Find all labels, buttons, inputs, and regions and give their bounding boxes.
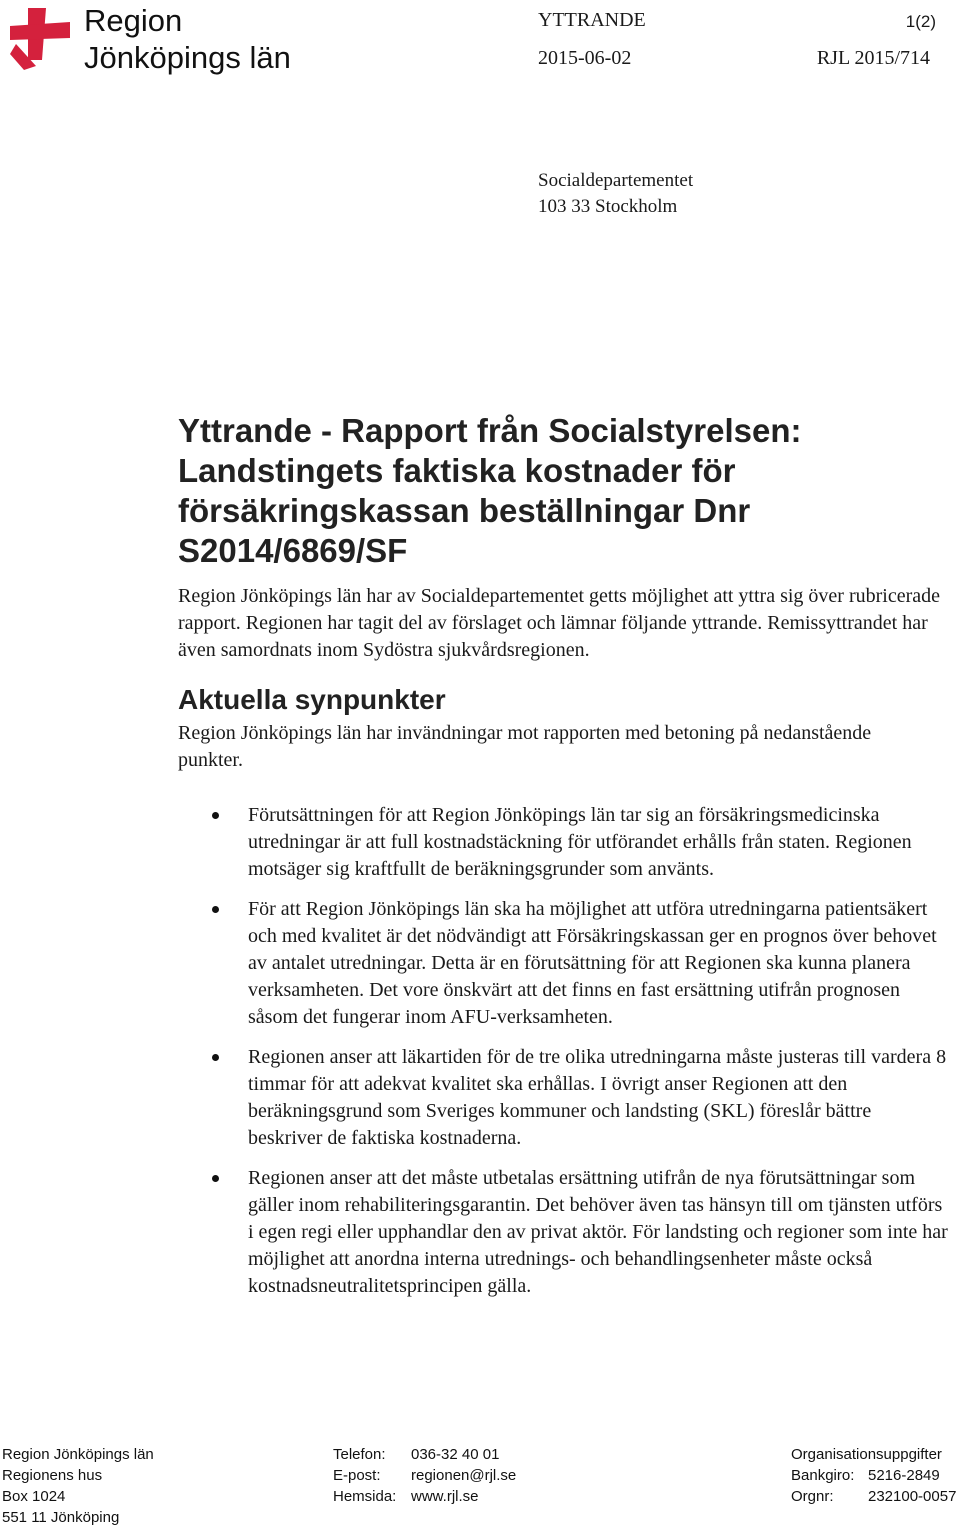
footer-org-label: Bankgiro: xyxy=(791,1467,855,1484)
footer-website-link[interactable]: www.rjl.se xyxy=(411,1488,479,1505)
document-date: 2015-06-02 xyxy=(538,47,632,69)
list-item-text: Regionen anser att det måste utbetalas ersättning utifrån de nya förutsättningar som gäller inom rehabiliteringsgarantin. Det behöver även tas hänsyn till om tjänsten utförs i egen regi eller upphandlar den av privat aktör. För landsting och regioner som inte har möjlighet att anordna interna utrednings- och behandlingsenheter måste också kostnadsneutralitetsprincipen gälla. xyxy=(248,1167,948,1297)
footer-address-line: Regionens hus xyxy=(2,1467,103,1484)
page-footer xyxy=(0,1444,960,1532)
logo-wordmark xyxy=(84,2,291,76)
page-number: 1(2) xyxy=(905,12,936,31)
list-item xyxy=(208,896,948,1031)
bullet-icon xyxy=(212,1054,219,1061)
region-logo xyxy=(6,2,306,78)
footer-contact-label: Hemsida: xyxy=(333,1488,397,1505)
footer-contact-label: Telefon: xyxy=(333,1446,386,1463)
footer-org-value: 232100-0057 xyxy=(868,1488,957,1505)
recipient-line-1: Socialdepartementet xyxy=(538,170,694,191)
logo-line-1: Region xyxy=(84,3,183,38)
footer-address xyxy=(2,1444,154,1528)
logo-line-2: Jönköpings län xyxy=(84,40,291,75)
recipient-address xyxy=(538,168,693,220)
list-item-text: För att Region Jönköpings län ska ha möjlighet att utföra utredningarna patientsäkert och med kvalitet är det nödvändigt att Försäkringskassan ger en prognos över behovet av antalet utredningar. Detta är en förutsättning för att Regionen ska kunna planera verksamheten. Det vore önskvärt att det finns en fast ersättning utifrån prognosen såsom det fungerar inom AFU-verksamheten. xyxy=(248,898,937,1028)
footer-phone[interactable]: 036-32 40 01 xyxy=(411,1446,500,1463)
list-item xyxy=(208,1044,948,1152)
intro-paragraph: Region Jönköpings län har av Socialdepartementet getts möjlighet att yttra sig över rubricerade rapport. Regionen har tagit del av förslaget och lämnar följande yttrande. Remissyttrandet har även samordnats inom Sydöstra sjukvårdsregionen. xyxy=(178,585,941,661)
footer-email-link[interactable]: regionen@rjl.se xyxy=(411,1467,517,1484)
footer-address-line: Box 1024 xyxy=(2,1488,66,1505)
bullet-icon xyxy=(212,1175,219,1182)
reference-number: RJL 2015/714 xyxy=(816,47,930,69)
footer-org-label: Orgnr: xyxy=(791,1488,834,1505)
list-item xyxy=(208,802,948,883)
document-title: Yttrande - Rapport från Socialstyrelsen: Landstingets faktiska kostnader för försäkringskassan beställningar Dnr S2014/6869/SF xyxy=(178,412,802,569)
list-item-text: Förutsättningen för att Region Jönköpings län tar sig an försäkringsmedicinska utredningar är att full kostnadstäckning för utförandet erhålls från staten. Regionen motsäger sig kraftfullt de beräkningsgrunder som använts. xyxy=(248,804,912,880)
region-cross-logo-icon xyxy=(6,4,76,74)
footer-org-heading: Organisationsuppgifter xyxy=(791,1446,942,1463)
list-item xyxy=(208,1165,948,1300)
footer-org-value: 5216-2849 xyxy=(868,1467,940,1484)
document-type: YTTRANDE xyxy=(538,9,646,31)
bullet-icon xyxy=(212,812,219,819)
footer-address-line: 551 11 Jönköping xyxy=(2,1509,120,1526)
recipient-line-2: 103 33 Stockholm xyxy=(538,196,678,217)
section-heading: Aktuella synpunkter xyxy=(178,684,446,715)
footer-contact xyxy=(333,1444,516,1507)
footer-contact-label: E-post: xyxy=(333,1467,381,1484)
section-lead: Region Jönköpings län har invändningar mot rapporten med betoning på nedanstående punkter. xyxy=(178,722,872,771)
footer-org-info xyxy=(791,1444,956,1507)
bullet-icon xyxy=(212,906,219,913)
bullet-list xyxy=(208,802,948,1313)
list-item-text: Regionen anser att läkartiden för de tre olika utredningarna måste justeras till vardera 8 timmar för att adekvat kvalitet ska erhållas. I övrigt anser Regionen att den beräkningsgrund som Sveriges kommuner och landsting (SKL) föreslår bättre beskriver de faktiska kostnaderna. xyxy=(248,1046,947,1149)
footer-address-line: Region Jönköpings län xyxy=(2,1446,154,1463)
